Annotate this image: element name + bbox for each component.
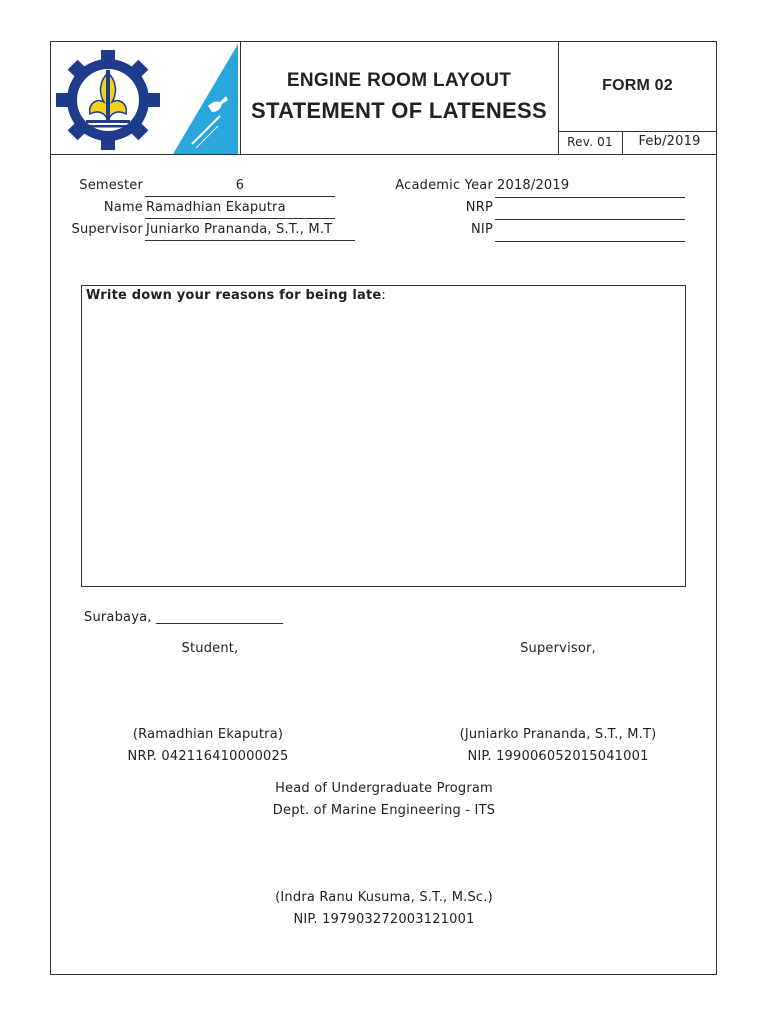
nip-label: NIP xyxy=(471,222,493,237)
nrp-label: NRP xyxy=(465,200,493,215)
student-signature-name: (Ramadhian Ekaputra) xyxy=(132,727,284,742)
name-value: Ramadhian Ekaputra xyxy=(146,200,286,215)
reasons-prompt xyxy=(86,288,386,303)
head-title-line-1: Head of Undergraduate Program xyxy=(275,781,493,796)
head-id: NIP. 197903272003121001 xyxy=(293,912,475,927)
reasons-textarea[interactable] xyxy=(81,285,686,587)
reasons-prompt-colon: : xyxy=(381,288,386,303)
supervisor-label: Supervisor xyxy=(71,222,143,237)
place-date-line: Surabaya, ___________________ xyxy=(84,610,284,625)
header-bottom-line xyxy=(50,154,717,155)
name-label: Name xyxy=(103,200,143,215)
revision-date: Feb/2019 xyxy=(638,134,701,149)
semester-underline xyxy=(145,196,335,197)
header-divider-revrow xyxy=(558,131,717,132)
name-underline xyxy=(145,218,335,219)
nrp-underline xyxy=(495,219,685,220)
academic-year-underline xyxy=(495,197,685,198)
supervisor-underline xyxy=(145,240,355,241)
supervisor-value: Juniarko Prananda, S.T., M.T xyxy=(146,222,333,237)
marine-engineering-banner-icon xyxy=(168,44,238,154)
head-signature-name: (Indra Ranu Kusuma, S.T., M.Sc.) xyxy=(275,890,493,905)
academic-year-value: 2018/2019 xyxy=(497,178,570,193)
student-role: Student, xyxy=(181,641,239,656)
supervisor-role: Supervisor, xyxy=(520,641,596,656)
supervisor-id: NIP. 199006052015041001 xyxy=(467,749,649,764)
revision-label: Rev. 01 xyxy=(567,135,613,149)
title-line-2: STATEMENT OF LATENESS xyxy=(251,98,547,123)
semester-label: Semester xyxy=(79,178,143,193)
reasons-prompt-text: Write down your reasons for being late xyxy=(86,288,382,303)
supervisor-signature-name: (Juniarko Prananda, S.T., M.T) xyxy=(459,727,657,742)
semester-value: 6 xyxy=(235,178,245,193)
form-code: FORM 02 xyxy=(602,77,673,94)
nip-underline xyxy=(495,241,685,242)
its-gear-seal-icon xyxy=(56,50,160,150)
academic-year-label: Academic Year xyxy=(395,178,493,193)
head-title-line-2: Dept. of Marine Engineering - ITS xyxy=(272,803,496,818)
title-line-1: ENGINE ROOM LAYOUT xyxy=(286,70,512,91)
student-id: NRP. 042116410000025 xyxy=(127,749,289,764)
